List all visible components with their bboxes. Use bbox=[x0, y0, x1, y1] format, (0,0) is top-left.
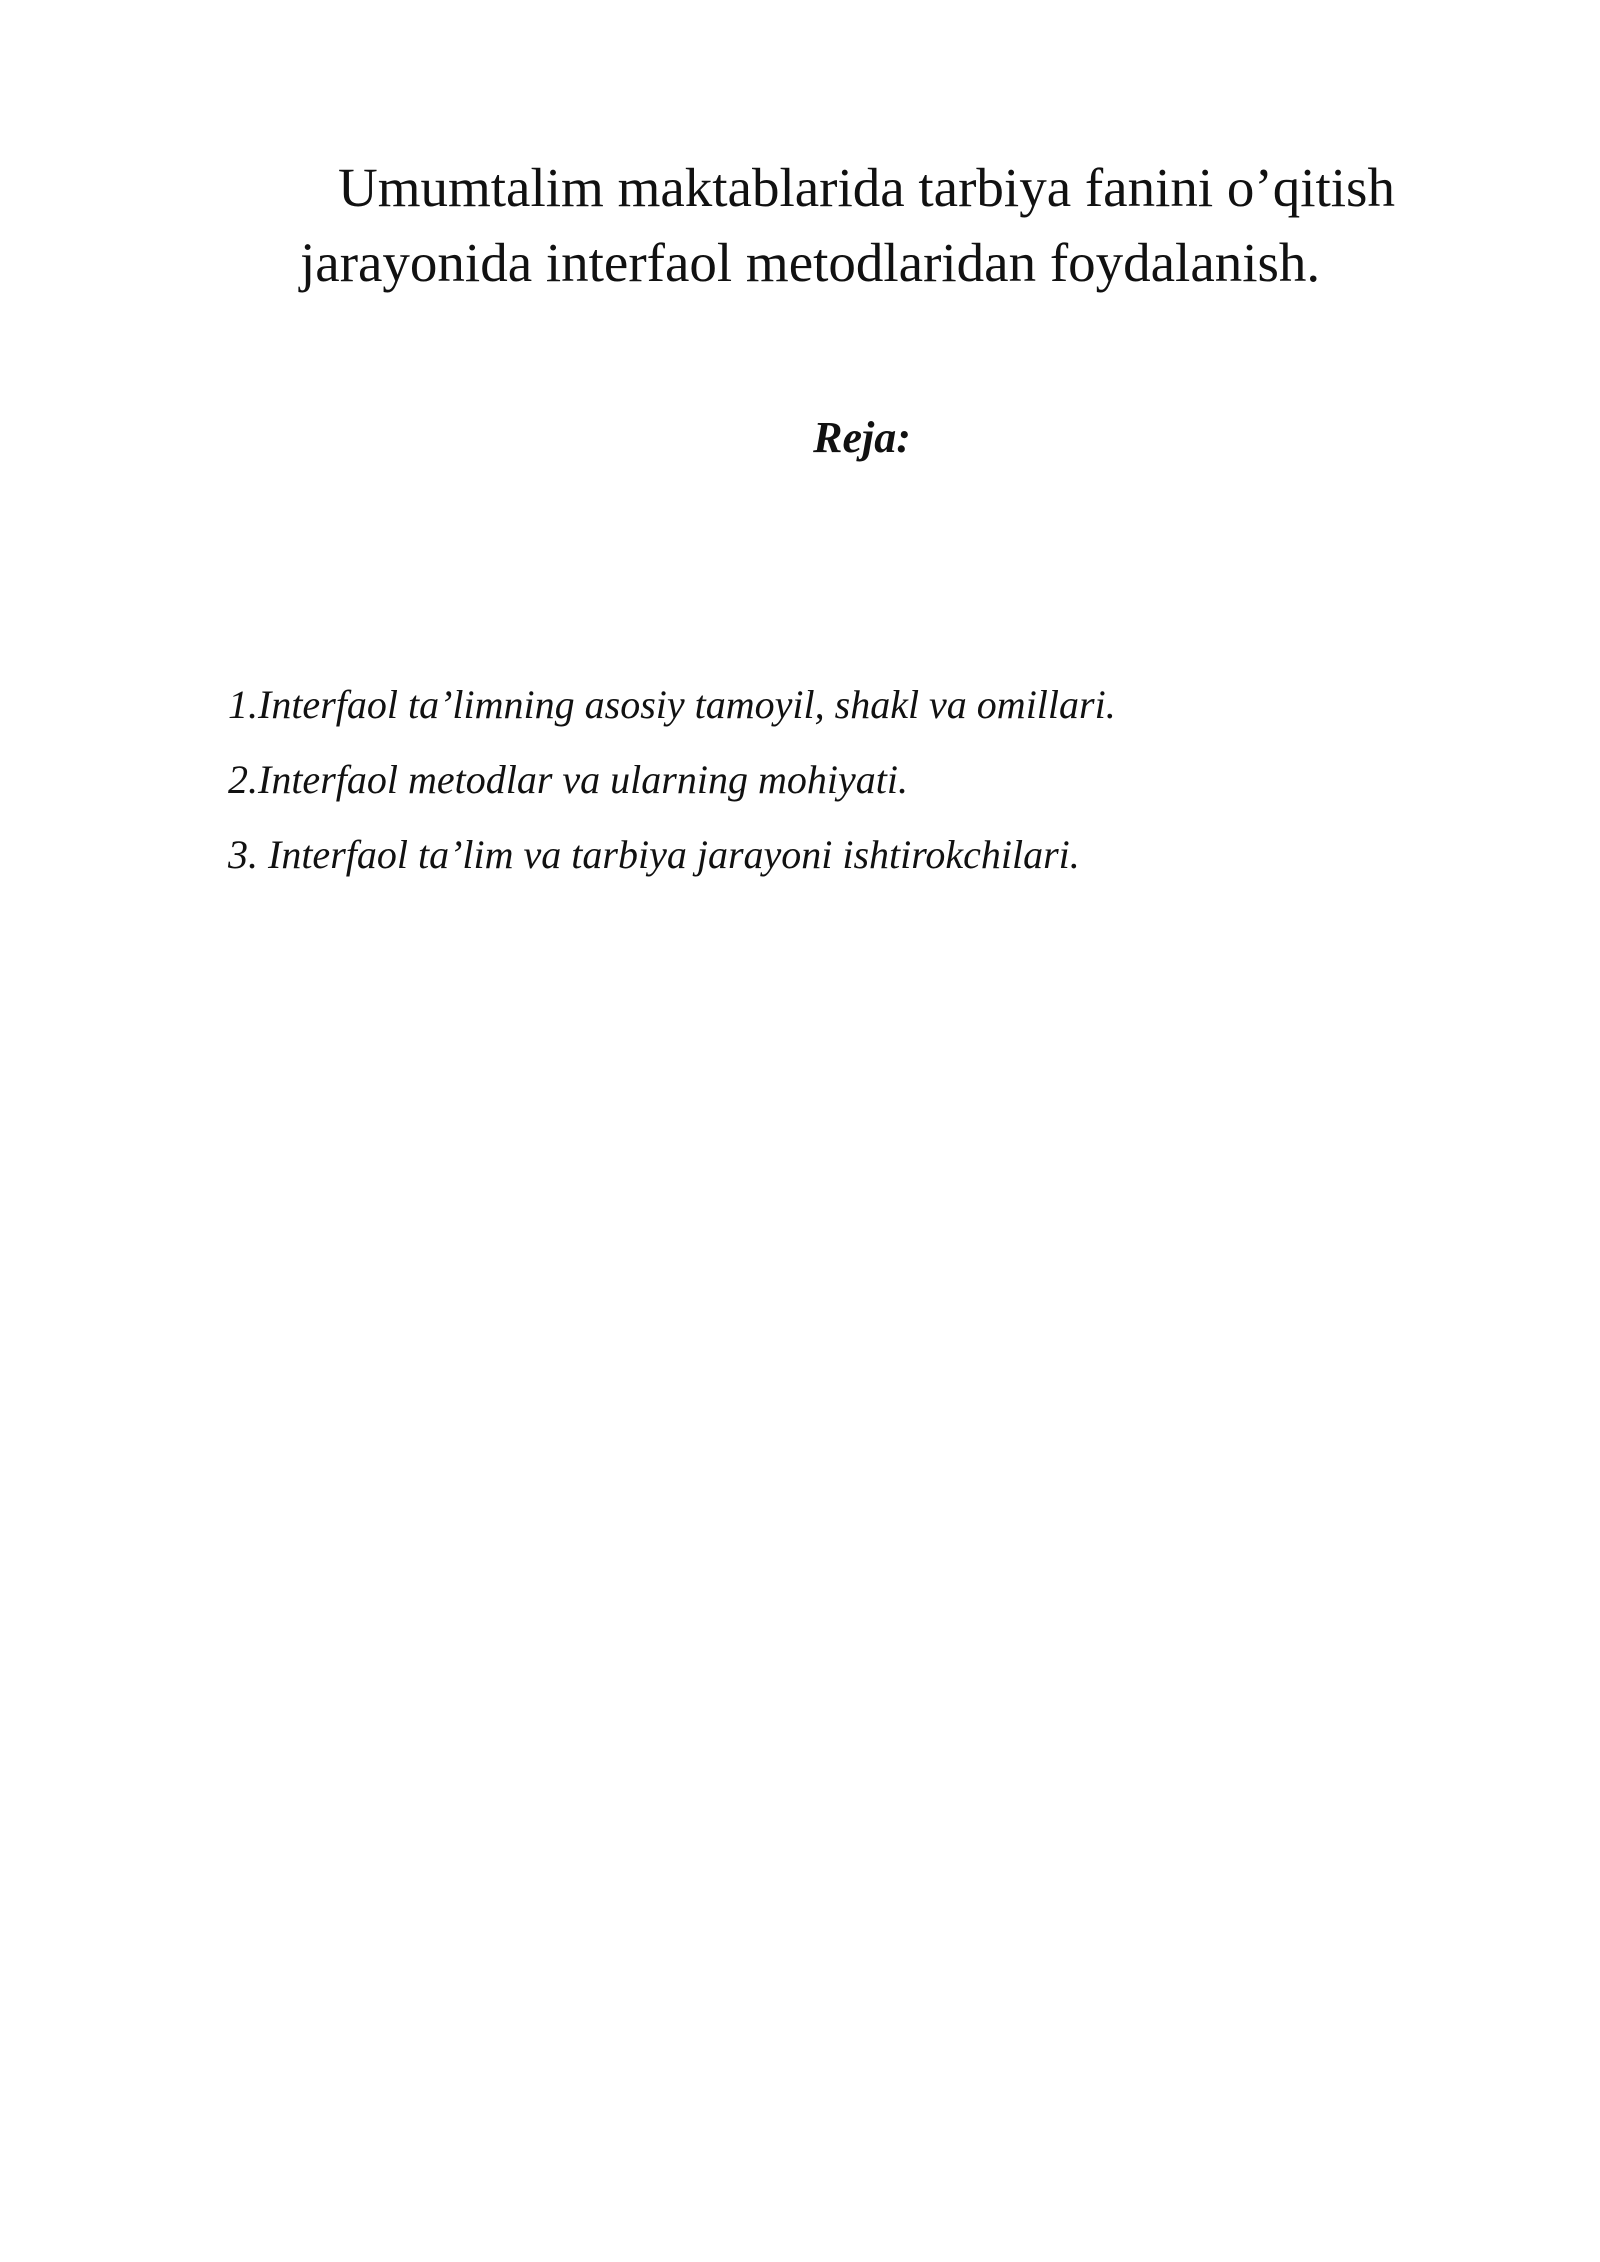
plan-heading-text: Reja: bbox=[813, 413, 911, 462]
plan-item-1: 1.Interfaol ta’limning asosiy tamoyil, shakl va omillari. bbox=[228, 682, 1116, 727]
plan-heading bbox=[0, 408, 1600, 468]
title-line-2: jarayonida interfaol metodlaridan foydalanish. bbox=[300, 232, 1321, 293]
plan-item-3: 3. Interfaol ta’lim va tarbiya jarayoni ishtirokchilari. bbox=[228, 832, 1080, 877]
document-title bbox=[300, 150, 1500, 300]
title-line-1: Umumtalim maktablarida tarbiya fanini o’qitish bbox=[338, 157, 1395, 218]
plan-list bbox=[228, 667, 1116, 892]
plan-item-2: 2.Interfaol metodlar va ularning mohiyati. bbox=[228, 757, 908, 802]
